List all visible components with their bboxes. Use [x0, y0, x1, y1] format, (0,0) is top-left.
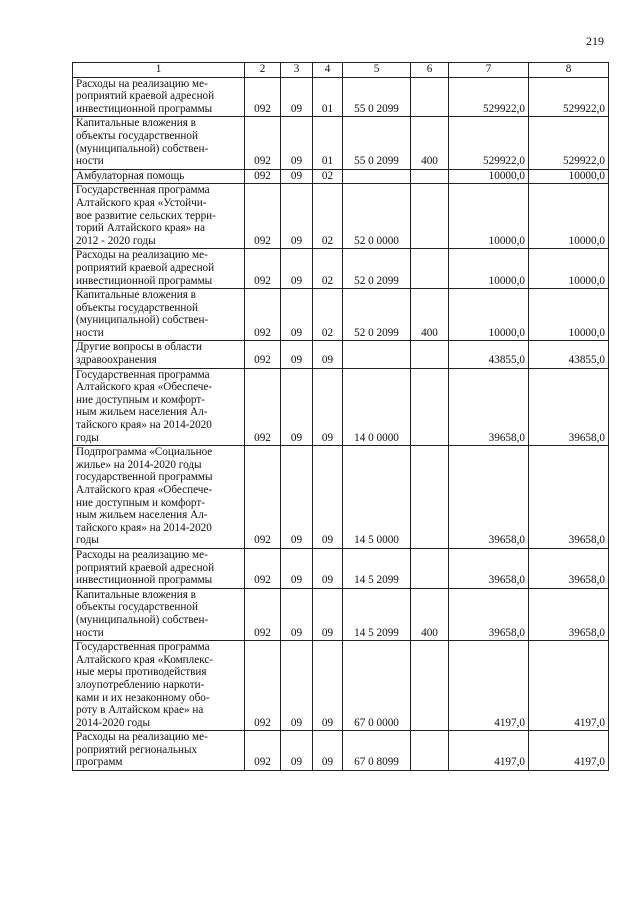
header-cell: 7 — [449, 63, 529, 78]
amount-year-2: 529922,0 — [529, 77, 609, 117]
ministry-code: 092 — [245, 548, 281, 588]
header-cell: 2 — [245, 63, 281, 78]
amount-year-2: 39658,0 — [529, 368, 609, 446]
table-row — [73, 184, 609, 249]
target-article-code: 55 0 2099 — [343, 77, 411, 117]
section-code: 09 — [281, 368, 313, 446]
subsection-code: 02 — [313, 289, 343, 341]
amount-year-1: 10000,0 — [449, 289, 529, 341]
ministry-code: 092 — [245, 641, 281, 731]
section-code: 09 — [281, 341, 313, 368]
subsection-code: 09 — [313, 731, 343, 771]
budget-table — [72, 62, 609, 771]
amount-year-2: 10000,0 — [529, 289, 609, 341]
table-row — [73, 249, 609, 289]
table-row — [73, 641, 609, 731]
row-name: Расходы на реализацию ме- роприятий краевой адресной инвестиционной программы — [73, 548, 245, 588]
expense-type-code — [411, 169, 449, 184]
table-row — [73, 117, 609, 169]
row-name: Амбулаторная помощь — [73, 169, 245, 184]
ministry-code: 092 — [245, 446, 281, 549]
amount-year-2: 39658,0 — [529, 446, 609, 549]
amount-year-1: 10000,0 — [449, 249, 529, 289]
table-row — [73, 731, 609, 771]
amount-year-2: 10000,0 — [529, 169, 609, 184]
header-cell: 8 — [529, 63, 609, 78]
header-cell: 6 — [411, 63, 449, 78]
expense-type-code — [411, 249, 449, 289]
row-name: Государственная программа Алтайского края «Устойчи- вое развитие сельских терри- торий Алтайского края» на 2012 - 2020 годы — [73, 184, 245, 249]
target-article-code: 14 5 2099 — [343, 588, 411, 640]
table-row — [73, 169, 609, 184]
expense-type-code — [411, 446, 449, 549]
amount-year-1: 39658,0 — [449, 446, 529, 549]
subsection-code: 09 — [313, 588, 343, 640]
amount-year-2: 529922,0 — [529, 117, 609, 169]
amount-year-2: 4197,0 — [529, 641, 609, 731]
row-name: Капитальные вложения в объекты государственной (муниципальной) собствен- ности — [73, 117, 245, 169]
row-name: Расходы на реализацию ме- роприятий региональных программ — [73, 731, 245, 771]
target-article-code — [343, 169, 411, 184]
section-code: 09 — [281, 184, 313, 249]
subsection-code: 09 — [313, 341, 343, 368]
subsection-code: 01 — [313, 77, 343, 117]
target-article-code: 67 0 8099 — [343, 731, 411, 771]
row-name: Подпрограмма «Социальное жилье» на 2014-2020 годы государственной программы Алтайского края «Обеспече- ние доступным и комфорт- ным жильем населения Ал- тайского края» на 2014-2020 годы — [73, 446, 245, 549]
section-code: 09 — [281, 169, 313, 184]
section-code: 09 — [281, 641, 313, 731]
row-name: Другие вопросы в области здравоохранения — [73, 341, 245, 368]
amount-year-2: 10000,0 — [529, 249, 609, 289]
amount-year-1: 4197,0 — [449, 731, 529, 771]
ministry-code: 092 — [245, 341, 281, 368]
expense-type-code — [411, 368, 449, 446]
ministry-code: 092 — [245, 184, 281, 249]
subsection-code: 02 — [313, 249, 343, 289]
amount-year-1: 529922,0 — [449, 117, 529, 169]
row-name: Государственная программа Алтайского края «Обеспече- ние доступным и комфорт- ным жильем населения Ал- тайского края» на 2014-2020 годы — [73, 368, 245, 446]
ministry-code: 092 — [245, 249, 281, 289]
ministry-code: 092 — [245, 117, 281, 169]
target-article-code: 67 0 0000 — [343, 641, 411, 731]
header-cell: 1 — [73, 63, 245, 78]
ministry-code: 092 — [245, 588, 281, 640]
ministry-code: 092 — [245, 731, 281, 771]
header-cell: 5 — [343, 63, 411, 78]
target-article-code: 52 0 2099 — [343, 289, 411, 341]
ministry-code: 092 — [245, 169, 281, 184]
section-code: 09 — [281, 446, 313, 549]
amount-year-1: 39658,0 — [449, 548, 529, 588]
section-code: 09 — [281, 117, 313, 169]
expense-type-code — [411, 548, 449, 588]
expense-type-code — [411, 77, 449, 117]
expense-type-code: 400 — [411, 588, 449, 640]
table-row — [73, 588, 609, 640]
table-row — [73, 289, 609, 341]
header-cell: 3 — [281, 63, 313, 78]
section-code: 09 — [281, 289, 313, 341]
amount-year-2: 39658,0 — [529, 548, 609, 588]
amount-year-1: 10000,0 — [449, 184, 529, 249]
row-name: Расходы на реализацию ме- роприятий краевой адресной инвестиционной программы — [73, 249, 245, 289]
subsection-code: 02 — [313, 184, 343, 249]
amount-year-1: 10000,0 — [449, 169, 529, 184]
ministry-code: 092 — [245, 289, 281, 341]
amount-year-1: 39658,0 — [449, 588, 529, 640]
target-article-code: 52 0 2099 — [343, 249, 411, 289]
target-article-code: 14 5 2099 — [343, 548, 411, 588]
ministry-code: 092 — [245, 77, 281, 117]
row-name: Государственная программа Алтайского края «Комплекс- ные меры противодействия злоупотреблению наркоти- ками и их незаконному обо- роту в Алтайском крае» на 2014-2020 годы — [73, 641, 245, 731]
subsection-code: 09 — [313, 641, 343, 731]
amount-year-2: 39658,0 — [529, 588, 609, 640]
section-code: 09 — [281, 588, 313, 640]
amount-year-2: 10000,0 — [529, 184, 609, 249]
target-article-code: 14 0 0000 — [343, 368, 411, 446]
subsection-code: 01 — [313, 117, 343, 169]
row-name: Капитальные вложения в объекты государственной (муниципальной) собствен- ности — [73, 289, 245, 341]
subsection-code: 09 — [313, 368, 343, 446]
section-code: 09 — [281, 77, 313, 117]
amount-year-1: 529922,0 — [449, 77, 529, 117]
subsection-code: 02 — [313, 169, 343, 184]
expense-type-code: 400 — [411, 117, 449, 169]
table-row — [73, 341, 609, 368]
target-article-code: 55 0 2099 — [343, 117, 411, 169]
expense-type-code — [411, 341, 449, 368]
section-code: 09 — [281, 249, 313, 289]
row-name: Капитальные вложения в объекты государственной (муниципальной) собствен- ности — [73, 588, 245, 640]
subsection-code: 09 — [313, 548, 343, 588]
section-code: 09 — [281, 548, 313, 588]
table-row — [73, 368, 609, 446]
amount-year-2: 4197,0 — [529, 731, 609, 771]
expense-type-code — [411, 184, 449, 249]
header-cell: 4 — [313, 63, 343, 78]
amount-year-1: 4197,0 — [449, 641, 529, 731]
amount-year-2: 43855,0 — [529, 341, 609, 368]
section-code: 09 — [281, 731, 313, 771]
table-row — [73, 77, 609, 117]
target-article-code: 14 5 0000 — [343, 446, 411, 549]
page-number: 219 — [586, 34, 604, 48]
target-article-code: 52 0 0000 — [343, 184, 411, 249]
expense-type-code — [411, 641, 449, 731]
expense-type-code — [411, 731, 449, 771]
amount-year-1: 43855,0 — [449, 341, 529, 368]
table-row — [73, 446, 609, 549]
header-row — [73, 63, 609, 78]
amount-year-1: 39658,0 — [449, 368, 529, 446]
row-name: Расходы на реализацию ме- роприятий краевой адресной инвестиционной программы — [73, 77, 245, 117]
target-article-code — [343, 341, 411, 368]
table-row — [73, 548, 609, 588]
subsection-code: 09 — [313, 446, 343, 549]
expense-type-code: 400 — [411, 289, 449, 341]
ministry-code: 092 — [245, 368, 281, 446]
